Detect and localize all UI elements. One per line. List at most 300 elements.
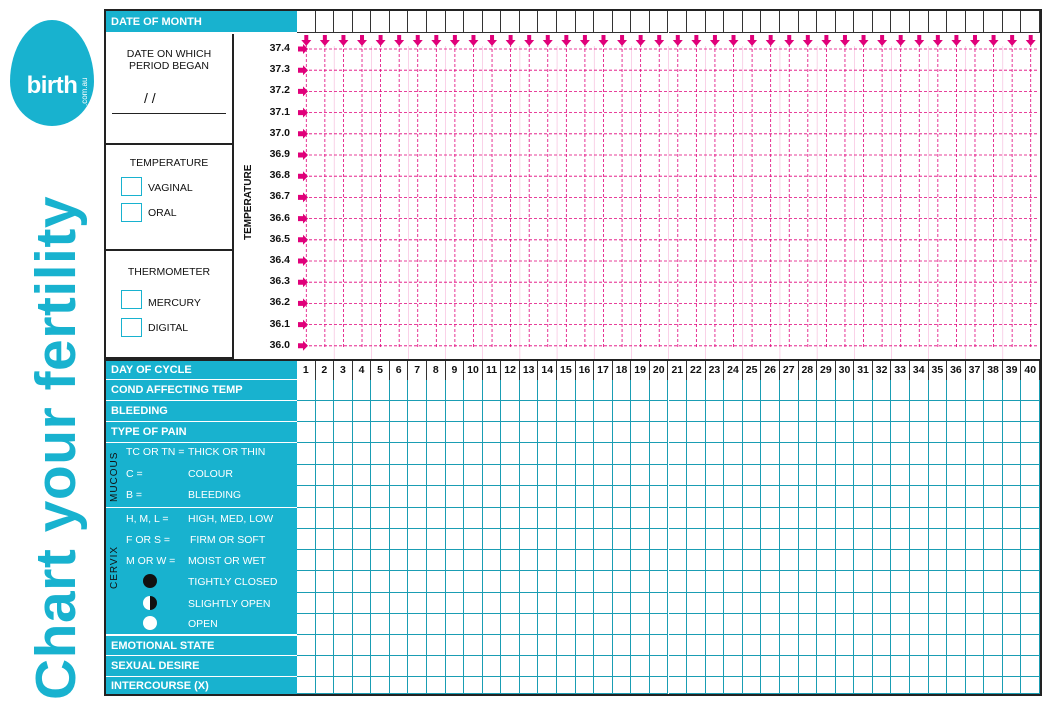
tracking-cell[interactable] <box>353 593 372 614</box>
tracking-cell[interactable] <box>557 401 576 422</box>
tracking-cell[interactable] <box>966 380 985 401</box>
tracking-cell[interactable] <box>743 656 762 677</box>
date-of-month-cell[interactable] <box>297 11 316 33</box>
tracking-cell[interactable] <box>780 593 799 614</box>
tracking-cell[interactable] <box>854 380 873 401</box>
tracking-cell[interactable] <box>1021 635 1040 656</box>
tracking-cell[interactable] <box>594 465 613 486</box>
tracking-cell[interactable] <box>427 571 446 593</box>
tracking-cell[interactable] <box>743 593 762 614</box>
tracking-cell[interactable] <box>390 443 409 465</box>
tracking-cell[interactable] <box>854 443 873 465</box>
tracking-cell[interactable] <box>501 380 520 401</box>
tracking-cell[interactable] <box>947 571 966 593</box>
tracking-cell[interactable] <box>334 635 353 656</box>
tracking-cell[interactable] <box>613 443 632 465</box>
tracking-cell[interactable] <box>390 508 409 529</box>
tracking-cell[interactable] <box>538 635 557 656</box>
tracking-cell[interactable] <box>780 571 799 593</box>
tracking-cell[interactable] <box>854 401 873 422</box>
tracking-cell[interactable] <box>799 422 818 443</box>
tracking-cell[interactable] <box>594 614 613 635</box>
tracking-cell[interactable] <box>1021 593 1040 614</box>
tracking-cell[interactable] <box>390 593 409 614</box>
tracking-cell[interactable] <box>371 635 390 656</box>
tracking-cell[interactable] <box>408 465 427 486</box>
tracking-cell[interactable] <box>334 656 353 677</box>
tracking-cell[interactable] <box>687 508 706 529</box>
tracking-cell[interactable] <box>984 656 1003 677</box>
tracking-cell[interactable] <box>371 443 390 465</box>
tracking-cell[interactable] <box>613 656 632 677</box>
date-of-month-cell[interactable] <box>557 11 576 33</box>
tracking-cell[interactable] <box>910 486 929 508</box>
tracking-cell[interactable] <box>446 401 465 422</box>
tracking-cell[interactable] <box>631 401 650 422</box>
tracking-cell[interactable] <box>316 614 335 635</box>
tracking-cell[interactable] <box>761 380 780 401</box>
tracking-cell[interactable] <box>687 677 706 694</box>
tracking-cell[interactable] <box>947 635 966 656</box>
tracking-cell[interactable] <box>706 443 725 465</box>
tracking-cell[interactable] <box>446 593 465 614</box>
date-of-month-cell[interactable] <box>817 11 836 33</box>
date-of-month-cell[interactable] <box>390 11 409 33</box>
tracking-cell[interactable] <box>390 529 409 550</box>
tracking-cell[interactable] <box>817 677 836 694</box>
tracking-cell[interactable] <box>984 677 1003 694</box>
tracking-cell[interactable] <box>873 422 892 443</box>
tracking-cell[interactable] <box>873 465 892 486</box>
tracking-cell[interactable] <box>650 635 669 656</box>
tracking-cell[interactable] <box>743 550 762 571</box>
tracking-cell[interactable] <box>1021 380 1040 401</box>
tracking-cell[interactable] <box>631 614 650 635</box>
tracking-cell[interactable] <box>631 465 650 486</box>
tracking-cell[interactable] <box>836 614 855 635</box>
tracking-cell[interactable] <box>353 614 372 635</box>
tracking-cell[interactable] <box>538 465 557 486</box>
tracking-cell[interactable] <box>594 401 613 422</box>
tracking-cell[interactable] <box>594 508 613 529</box>
tracking-cell[interactable] <box>799 380 818 401</box>
date-of-month-cell[interactable] <box>631 11 650 33</box>
date-of-month-cell[interactable] <box>501 11 520 33</box>
tracking-cell[interactable] <box>687 550 706 571</box>
tracking-cell[interactable] <box>891 465 910 486</box>
date-of-month-cell[interactable] <box>743 11 762 33</box>
tracking-cell[interactable] <box>761 677 780 694</box>
tracking-cell[interactable] <box>316 635 335 656</box>
tracking-cell[interactable] <box>780 635 799 656</box>
tracking-cell[interactable] <box>984 443 1003 465</box>
tracking-cell[interactable] <box>334 571 353 593</box>
tracking-cell[interactable] <box>334 508 353 529</box>
tracking-cell[interactable] <box>854 508 873 529</box>
tracking-cell[interactable] <box>371 529 390 550</box>
tracking-cell[interactable] <box>743 529 762 550</box>
tracking-cell[interactable] <box>594 656 613 677</box>
tracking-cell[interactable] <box>390 401 409 422</box>
tracking-cell[interactable] <box>576 508 595 529</box>
tracking-cell[interactable] <box>353 571 372 593</box>
tracking-cell[interactable] <box>501 550 520 571</box>
tracking-cell[interactable] <box>316 422 335 443</box>
tracking-cell[interactable] <box>836 486 855 508</box>
tracking-cell[interactable] <box>334 465 353 486</box>
tracking-cell[interactable] <box>464 593 483 614</box>
tracking-cell[interactable] <box>390 635 409 656</box>
tracking-cell[interactable] <box>557 550 576 571</box>
tracking-cell[interactable] <box>316 486 335 508</box>
tracking-cell[interactable] <box>334 593 353 614</box>
tracking-cell[interactable] <box>650 593 669 614</box>
tracking-cell[interactable] <box>780 614 799 635</box>
tracking-cell[interactable] <box>427 380 446 401</box>
tracking-cell[interactable] <box>427 422 446 443</box>
tracking-cell[interactable] <box>984 422 1003 443</box>
tracking-cell[interactable] <box>464 614 483 635</box>
tracking-cell[interactable] <box>408 571 427 593</box>
tracking-cell[interactable] <box>390 614 409 635</box>
tracking-cell[interactable] <box>984 635 1003 656</box>
tracking-cell[interactable] <box>799 508 818 529</box>
tracking-cell[interactable] <box>631 508 650 529</box>
tracking-cell[interactable] <box>761 465 780 486</box>
tracking-cell[interactable] <box>706 593 725 614</box>
tracking-cell[interactable] <box>446 380 465 401</box>
tracking-cell[interactable] <box>761 635 780 656</box>
tracking-cell[interactable] <box>761 550 780 571</box>
tracking-cell[interactable] <box>631 677 650 694</box>
tracking-cell[interactable] <box>483 677 502 694</box>
tracking-cell[interactable] <box>817 465 836 486</box>
tracking-cell[interactable] <box>687 635 706 656</box>
tracking-cell[interactable] <box>780 677 799 694</box>
tracking-cell[interactable] <box>817 529 836 550</box>
tracking-cell[interactable] <box>706 486 725 508</box>
tracking-cell[interactable] <box>576 593 595 614</box>
tracking-cell[interactable] <box>650 529 669 550</box>
tracking-cell[interactable] <box>984 614 1003 635</box>
tracking-cell[interactable] <box>929 677 948 694</box>
tracking-cell[interactable] <box>854 486 873 508</box>
tracking-cell[interactable] <box>538 677 557 694</box>
tracking-cell[interactable] <box>947 380 966 401</box>
tracking-cell[interactable] <box>669 380 688 401</box>
tracking-cell[interactable] <box>538 401 557 422</box>
tracking-cell[interactable] <box>947 550 966 571</box>
tracking-cell[interactable] <box>817 635 836 656</box>
tracking-cell[interactable] <box>538 571 557 593</box>
tracking-cell[interactable] <box>836 677 855 694</box>
tracking-cell[interactable] <box>427 614 446 635</box>
tracking-cell[interactable] <box>316 550 335 571</box>
tracking-cell[interactable] <box>446 486 465 508</box>
tracking-cell[interactable] <box>799 571 818 593</box>
tracking-cell[interactable] <box>390 677 409 694</box>
tracking-cell[interactable] <box>408 635 427 656</box>
tracking-cell[interactable] <box>316 677 335 694</box>
tracking-cell[interactable] <box>966 422 985 443</box>
tracking-cell[interactable] <box>501 486 520 508</box>
tracking-cell[interactable] <box>1003 380 1022 401</box>
tracking-cell[interactable] <box>891 635 910 656</box>
tracking-cell[interactable] <box>520 550 539 571</box>
tracking-cell[interactable] <box>631 635 650 656</box>
tracking-cell[interactable] <box>724 550 743 571</box>
tracking-cell[interactable] <box>817 593 836 614</box>
tracking-cell[interactable] <box>724 443 743 465</box>
tracking-cell[interactable] <box>538 593 557 614</box>
tracking-cell[interactable] <box>966 401 985 422</box>
tracking-cell[interactable] <box>316 571 335 593</box>
tracking-cell[interactable] <box>947 443 966 465</box>
tracking-cell[interactable] <box>297 465 316 486</box>
tracking-cell[interactable] <box>929 529 948 550</box>
tracking-cell[interactable] <box>836 571 855 593</box>
tracking-cell[interactable] <box>576 656 595 677</box>
tracking-cell[interactable] <box>297 380 316 401</box>
tracking-cell[interactable] <box>520 614 539 635</box>
tracking-cell[interactable] <box>706 380 725 401</box>
tracking-cell[interactable] <box>966 550 985 571</box>
tracking-cell[interactable] <box>817 508 836 529</box>
date-of-month-cell[interactable] <box>483 11 502 33</box>
tracking-cell[interactable] <box>854 593 873 614</box>
tracking-cell[interactable] <box>780 401 799 422</box>
tracking-cell[interactable] <box>297 656 316 677</box>
tracking-cell[interactable] <box>631 656 650 677</box>
tracking-cell[interactable] <box>854 465 873 486</box>
tracking-cell[interactable] <box>873 380 892 401</box>
date-of-month-cell[interactable] <box>1021 11 1040 33</box>
tracking-cell[interactable] <box>910 380 929 401</box>
tracking-cell[interactable] <box>669 593 688 614</box>
tracking-cell[interactable] <box>538 656 557 677</box>
tracking-cell[interactable] <box>353 635 372 656</box>
tracking-cell[interactable] <box>910 635 929 656</box>
tracking-cell[interactable] <box>427 486 446 508</box>
tracking-cell[interactable] <box>929 422 948 443</box>
tracking-cell[interactable] <box>501 614 520 635</box>
tracking-cell[interactable] <box>966 571 985 593</box>
tracking-cell[interactable] <box>576 422 595 443</box>
tracking-cell[interactable] <box>650 571 669 593</box>
tracking-cell[interactable] <box>724 677 743 694</box>
tracking-cell[interactable] <box>371 380 390 401</box>
tracking-cell[interactable] <box>427 401 446 422</box>
date-of-month-cell[interactable] <box>408 11 427 33</box>
tracking-cell[interactable] <box>631 593 650 614</box>
tracking-cell[interactable] <box>557 465 576 486</box>
tracking-cell[interactable] <box>669 656 688 677</box>
tracking-cell[interactable] <box>966 465 985 486</box>
tracking-cell[interactable] <box>353 529 372 550</box>
tracking-cell[interactable] <box>873 529 892 550</box>
tracking-cell[interactable] <box>1003 677 1022 694</box>
tracking-cell[interactable] <box>687 443 706 465</box>
tracking-cell[interactable] <box>836 443 855 465</box>
tracking-cell[interactable] <box>501 571 520 593</box>
tracking-cell[interactable] <box>446 443 465 465</box>
tracking-cell[interactable] <box>316 401 335 422</box>
tracking-cell[interactable] <box>371 571 390 593</box>
tracking-cell[interactable] <box>891 529 910 550</box>
tracking-cell[interactable] <box>390 486 409 508</box>
tracking-cell[interactable] <box>390 465 409 486</box>
tracking-cell[interactable] <box>817 380 836 401</box>
tracking-cell[interactable] <box>427 508 446 529</box>
tracking-cell[interactable] <box>799 656 818 677</box>
tracking-cell[interactable] <box>966 593 985 614</box>
tracking-cell[interactable] <box>669 443 688 465</box>
tracking-cell[interactable] <box>594 677 613 694</box>
tracking-cell[interactable] <box>613 550 632 571</box>
tracking-cell[interactable] <box>984 486 1003 508</box>
tracking-cell[interactable] <box>483 593 502 614</box>
tracking-cell[interactable] <box>743 677 762 694</box>
tracking-cell[interactable] <box>799 614 818 635</box>
tracking-cell[interactable] <box>836 550 855 571</box>
date-of-month-cell[interactable] <box>910 11 929 33</box>
tracking-cell[interactable] <box>408 677 427 694</box>
tracking-cell[interactable] <box>576 635 595 656</box>
tracking-cell[interactable] <box>613 422 632 443</box>
tracking-cell[interactable] <box>669 571 688 593</box>
tracking-cell[interactable] <box>594 422 613 443</box>
tracking-cell[interactable] <box>780 465 799 486</box>
tracking-cell[interactable] <box>1003 529 1022 550</box>
tracking-cell[interactable] <box>427 443 446 465</box>
date-of-month-cell[interactable] <box>613 11 632 33</box>
tracking-cell[interactable] <box>780 550 799 571</box>
tracking-cell[interactable] <box>631 380 650 401</box>
tracking-cell[interactable] <box>854 571 873 593</box>
tracking-cell[interactable] <box>724 508 743 529</box>
date-of-month-cell[interactable] <box>836 11 855 33</box>
tracking-cell[interactable] <box>669 677 688 694</box>
tracking-cell[interactable] <box>910 550 929 571</box>
tracking-cell[interactable] <box>669 550 688 571</box>
tracking-cell[interactable] <box>353 443 372 465</box>
date-of-month-cell[interactable] <box>706 11 725 33</box>
tracking-cell[interactable] <box>408 401 427 422</box>
tracking-cell[interactable] <box>297 529 316 550</box>
date-of-month-cell[interactable] <box>873 11 892 33</box>
tracking-cell[interactable] <box>557 422 576 443</box>
tracking-cell[interactable] <box>557 677 576 694</box>
tracking-cell[interactable] <box>446 677 465 694</box>
tracking-cell[interactable] <box>297 443 316 465</box>
tracking-cell[interactable] <box>799 486 818 508</box>
tracking-cell[interactable] <box>873 508 892 529</box>
tracking-cell[interactable] <box>650 550 669 571</box>
date-of-month-cell[interactable] <box>891 11 910 33</box>
date-of-month-cell[interactable] <box>464 11 483 33</box>
tracking-cell[interactable] <box>743 571 762 593</box>
tracking-cell[interactable] <box>854 550 873 571</box>
tracking-cell[interactable] <box>538 486 557 508</box>
tracking-cell[interactable] <box>483 465 502 486</box>
tracking-cell[interactable] <box>594 550 613 571</box>
tracking-cell[interactable] <box>371 486 390 508</box>
tracking-cell[interactable] <box>799 677 818 694</box>
tracking-cell[interactable] <box>501 465 520 486</box>
tracking-cell[interactable] <box>687 380 706 401</box>
tracking-cell[interactable] <box>947 486 966 508</box>
tracking-cell[interactable] <box>1003 571 1022 593</box>
tracking-cell[interactable] <box>631 571 650 593</box>
tracking-cell[interactable] <box>910 571 929 593</box>
tracking-cell[interactable] <box>724 380 743 401</box>
tracking-cell[interactable] <box>501 677 520 694</box>
tracking-cell[interactable] <box>891 508 910 529</box>
tracking-cell[interactable] <box>297 401 316 422</box>
tracking-cell[interactable] <box>464 571 483 593</box>
tracking-cell[interactable] <box>371 656 390 677</box>
tracking-cell[interactable] <box>910 656 929 677</box>
tracking-cell[interactable] <box>483 422 502 443</box>
tracking-cell[interactable] <box>836 656 855 677</box>
tracking-cell[interactable] <box>464 401 483 422</box>
tracking-cell[interactable] <box>817 443 836 465</box>
tracking-cell[interactable] <box>613 508 632 529</box>
tracking-cell[interactable] <box>464 635 483 656</box>
tracking-cell[interactable] <box>799 550 818 571</box>
tracking-cell[interactable] <box>1021 443 1040 465</box>
tracking-cell[interactable] <box>520 529 539 550</box>
tracking-cell[interactable] <box>446 465 465 486</box>
tracking-cell[interactable] <box>297 422 316 443</box>
tracking-cell[interactable] <box>464 422 483 443</box>
tracking-cell[interactable] <box>669 614 688 635</box>
tracking-cell[interactable] <box>483 380 502 401</box>
tracking-cell[interactable] <box>929 656 948 677</box>
tracking-cell[interactable] <box>891 677 910 694</box>
tracking-cell[interactable] <box>650 422 669 443</box>
tracking-cell[interactable] <box>557 593 576 614</box>
tracking-cell[interactable] <box>613 486 632 508</box>
tracking-cell[interactable] <box>1021 550 1040 571</box>
tracking-cell[interactable] <box>854 529 873 550</box>
tracking-cell[interactable] <box>631 486 650 508</box>
date-of-month-cell[interactable] <box>650 11 669 33</box>
tracking-cell[interactable] <box>557 529 576 550</box>
tracking-cell[interactable] <box>929 443 948 465</box>
date-of-month-cell[interactable] <box>446 11 465 33</box>
date-of-month-cell[interactable] <box>947 11 966 33</box>
tracking-cell[interactable] <box>1003 593 1022 614</box>
tracking-cell[interactable] <box>501 401 520 422</box>
date-of-month-cell[interactable] <box>1003 11 1022 33</box>
tracking-cell[interactable] <box>1021 656 1040 677</box>
tracking-cell[interactable] <box>538 422 557 443</box>
tracking-cell[interactable] <box>761 593 780 614</box>
tracking-cell[interactable] <box>353 422 372 443</box>
tracking-cell[interactable] <box>724 614 743 635</box>
tracking-cell[interactable] <box>929 614 948 635</box>
tracking-cell[interactable] <box>501 508 520 529</box>
date-of-month-cell[interactable] <box>316 11 335 33</box>
tracking-cell[interactable] <box>724 656 743 677</box>
tracking-cell[interactable] <box>316 529 335 550</box>
tracking-cell[interactable] <box>501 422 520 443</box>
tracking-cell[interactable] <box>520 443 539 465</box>
tracking-cell[interactable] <box>334 529 353 550</box>
tracking-cell[interactable] <box>1021 401 1040 422</box>
tracking-cell[interactable] <box>353 465 372 486</box>
